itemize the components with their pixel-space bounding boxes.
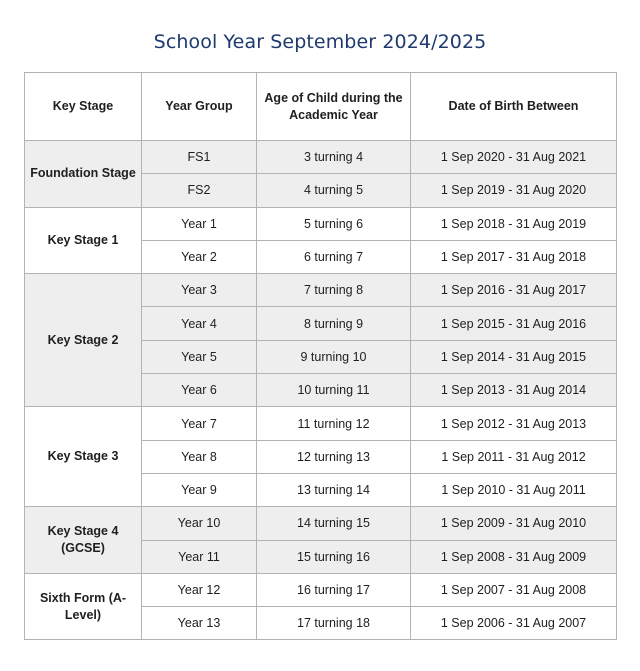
table-row xyxy=(25,141,617,174)
year-group-cell: Year 10 xyxy=(142,507,257,540)
year-group-cell: Year 7 xyxy=(142,407,257,440)
table-body xyxy=(25,141,617,640)
age-cell: 6 turning 7 xyxy=(257,240,411,273)
table-row xyxy=(25,274,617,307)
age-cell: 4 turning 5 xyxy=(257,174,411,207)
header-year-group: Year Group xyxy=(142,73,257,141)
date-of-birth-cell: 1 Sep 2007 - 31 Aug 2008 xyxy=(411,573,617,606)
key-stage-cell: Key Stage 4 (GCSE) xyxy=(25,507,142,574)
date-of-birth-cell: 1 Sep 2012 - 31 Aug 2013 xyxy=(411,407,617,440)
date-of-birth-cell: 1 Sep 2011 - 31 Aug 2012 xyxy=(411,440,617,473)
year-group-cell: Year 3 xyxy=(142,274,257,307)
year-group-cell: Year 4 xyxy=(142,307,257,340)
year-group-cell: Year 1 xyxy=(142,207,257,240)
age-cell: 15 turning 16 xyxy=(257,540,411,573)
table-row xyxy=(25,207,617,240)
date-of-birth-cell: 1 Sep 2015 - 31 Aug 2016 xyxy=(411,307,617,340)
age-cell: 14 turning 15 xyxy=(257,507,411,540)
date-of-birth-cell: 1 Sep 2020 - 31 Aug 2021 xyxy=(411,141,617,174)
date-of-birth-cell: 1 Sep 2018 - 31 Aug 2019 xyxy=(411,207,617,240)
date-of-birth-cell: 1 Sep 2009 - 31 Aug 2010 xyxy=(411,507,617,540)
year-group-cell: Year 12 xyxy=(142,573,257,606)
year-group-cell: Year 2 xyxy=(142,240,257,273)
page-title: School Year September 2024/2025 xyxy=(153,31,487,53)
key-stage-cell: Foundation Stage xyxy=(25,141,142,208)
date-of-birth-cell: 1 Sep 2016 - 31 Aug 2017 xyxy=(411,274,617,307)
table-header-row xyxy=(25,73,617,141)
age-cell: 13 turning 14 xyxy=(257,473,411,506)
date-of-birth-cell: 1 Sep 2019 - 31 Aug 2020 xyxy=(411,174,617,207)
header-key-stage: Key Stage xyxy=(25,73,142,141)
header-age-of-child: Age of Child during the Academic Year xyxy=(257,73,411,141)
age-cell: 12 turning 13 xyxy=(257,440,411,473)
key-stage-cell: Key Stage 3 xyxy=(25,407,142,507)
school-year-table xyxy=(24,72,617,640)
year-group-cell: Year 13 xyxy=(142,607,257,640)
age-cell: 11 turning 12 xyxy=(257,407,411,440)
key-stage-cell: Key Stage 1 xyxy=(25,207,142,274)
table-row xyxy=(25,407,617,440)
age-cell: 5 turning 6 xyxy=(257,207,411,240)
year-group-cell: Year 5 xyxy=(142,340,257,373)
key-stage-cell: Key Stage 2 xyxy=(25,274,142,407)
date-of-birth-cell: 1 Sep 2006 - 31 Aug 2007 xyxy=(411,607,617,640)
year-group-cell: Year 9 xyxy=(142,473,257,506)
age-cell: 8 turning 9 xyxy=(257,307,411,340)
year-group-cell: FS2 xyxy=(142,174,257,207)
year-group-cell: FS1 xyxy=(142,141,257,174)
age-cell: 17 turning 18 xyxy=(257,607,411,640)
age-cell: 9 turning 10 xyxy=(257,340,411,373)
date-of-birth-cell: 1 Sep 2017 - 31 Aug 2018 xyxy=(411,240,617,273)
age-cell: 16 turning 17 xyxy=(257,573,411,606)
header-date-of-birth: Date of Birth Between xyxy=(411,73,617,141)
table-row xyxy=(25,573,617,606)
year-group-cell: Year 6 xyxy=(142,374,257,407)
date-of-birth-cell: 1 Sep 2013 - 31 Aug 2014 xyxy=(411,374,617,407)
table-row xyxy=(25,507,617,540)
date-of-birth-cell: 1 Sep 2014 - 31 Aug 2015 xyxy=(411,340,617,373)
age-cell: 3 turning 4 xyxy=(257,141,411,174)
date-of-birth-cell: 1 Sep 2010 - 31 Aug 2011 xyxy=(411,473,617,506)
year-group-cell: Year 8 xyxy=(142,440,257,473)
date-of-birth-cell: 1 Sep 2008 - 31 Aug 2009 xyxy=(411,540,617,573)
age-cell: 7 turning 8 xyxy=(257,274,411,307)
age-cell: 10 turning 11 xyxy=(257,374,411,407)
key-stage-cell: Sixth Form (A-Level) xyxy=(25,573,142,640)
year-group-cell: Year 11 xyxy=(142,540,257,573)
